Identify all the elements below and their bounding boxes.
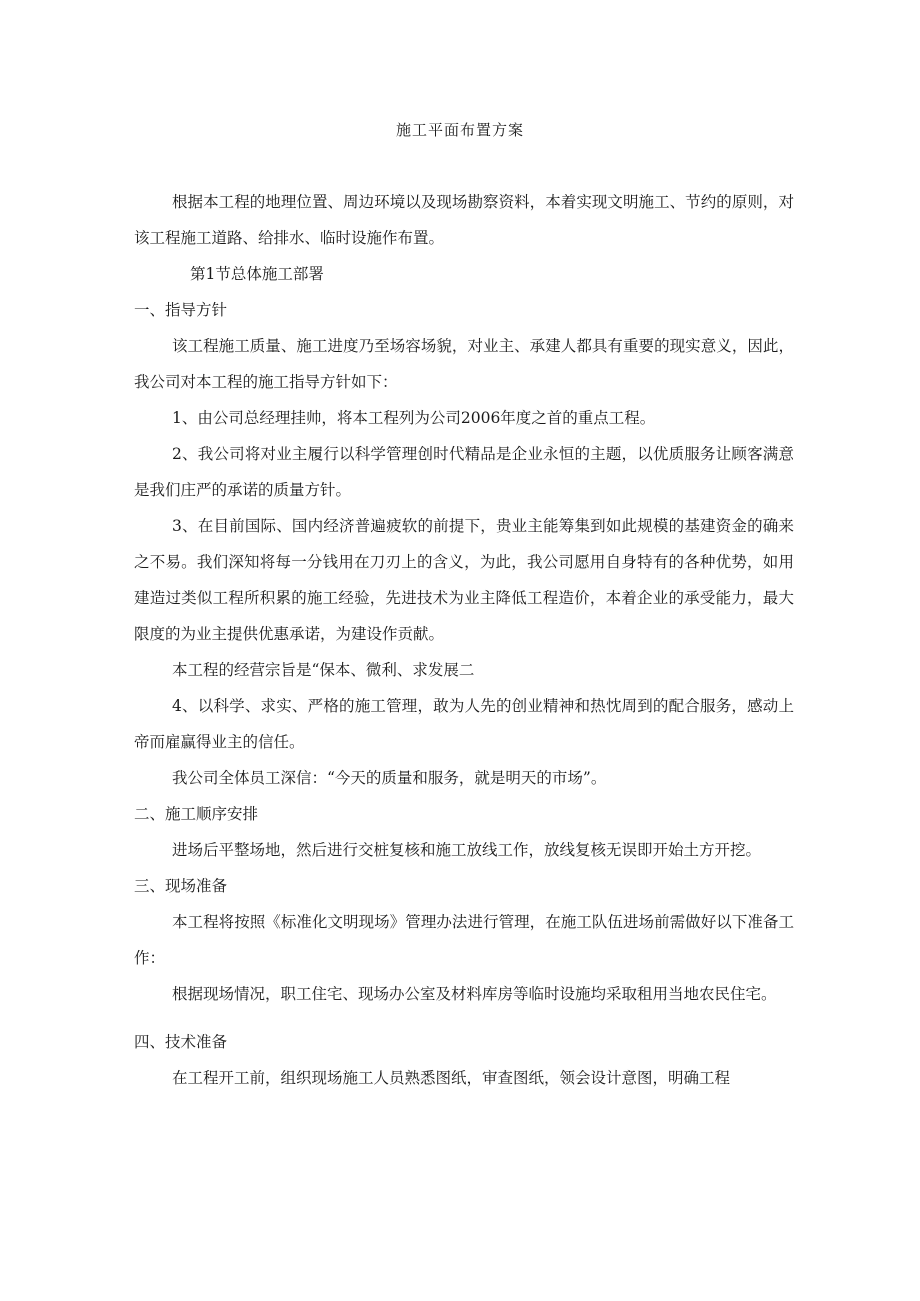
- document-body: [134, 184, 794, 1096]
- paragraph: 3、在目前国际、国内经济普遍疲软的前提下，贵业主能筹集到如此规模的基建资金的确来之不易。我们深知将每一分钱用在刀刃上的含义，为此，我公司愿用自身特有的各种优势，如用建造过类似工程所积累的施工经验，先进技术为业主降低工程造价，本着企业的承受能力，最大限度的为业主提供优惠承诺，为建设作贡献。: [134, 517, 794, 643]
- paragraph: 该工程施工质量、施工进度乃至场容场貌，对业主、承建人都具有重要的现实意义，因此，我公司对本工程的施工指导方针如下：: [134, 337, 794, 391]
- heading-guidelines: 一、指导方针: [134, 301, 228, 319]
- paragraph: 根据现场情况，职工住宅、现场办公室及材料库房等临时设施均采取租用当地农民住宅。: [172, 985, 777, 1003]
- spacer: [134, 1012, 794, 1024]
- paragraph: 本工程将按照《标准化文明现场》管理办法进行管理，在施工队伍进场前需做好以下准备工作：: [134, 913, 794, 967]
- intro-paragraph: 根据本工程的地理位置、周边环境以及现场勘察资料，本着实现文明施工、节约的原则，对该工程施工道路、给排水、临时设施作布置。: [134, 193, 794, 247]
- paragraph: 1、由公司总经理挂帅，将本工程列为公司2006年度之首的重点工程。: [172, 409, 656, 427]
- heading-site-prep: 三、现场准备: [134, 877, 228, 895]
- paragraph: 本工程的经营宗旨是“保本、微利、求发展二: [172, 661, 475, 679]
- paragraph: 在工程开工前，组织现场施工人员熟悉图纸，审查图纸，领会设计意图，明确工程: [172, 1069, 731, 1087]
- paragraph: 进场后平整场地，然后进行交桩复核和施工放线工作，放线复核无误即开始土方开挖。: [172, 841, 762, 859]
- paragraph: 4、以科学、求实、严格的施工管理，敢为人先的创业精神和热忱周到的配合服务，感动上帝而雇赢得业主的信任。: [134, 697, 794, 751]
- paragraph: 我公司全体员工深信：“今天的质量和服务，就是明天的市场”。: [172, 769, 607, 787]
- paragraph: 2、我公司将对业主履行以科学管理创时代精品是企业永恒的主题，以优质服务让顾客满意是我们庄严的承诺的质量方针。: [134, 445, 794, 499]
- section-heading: 第1节总体施工部署: [190, 265, 324, 283]
- heading-sequence: 二、施工顺序安排: [134, 805, 259, 823]
- document-title: 施工平面布置方案: [395, 121, 524, 139]
- heading-tech-prep: 四、技术准备: [134, 1033, 228, 1051]
